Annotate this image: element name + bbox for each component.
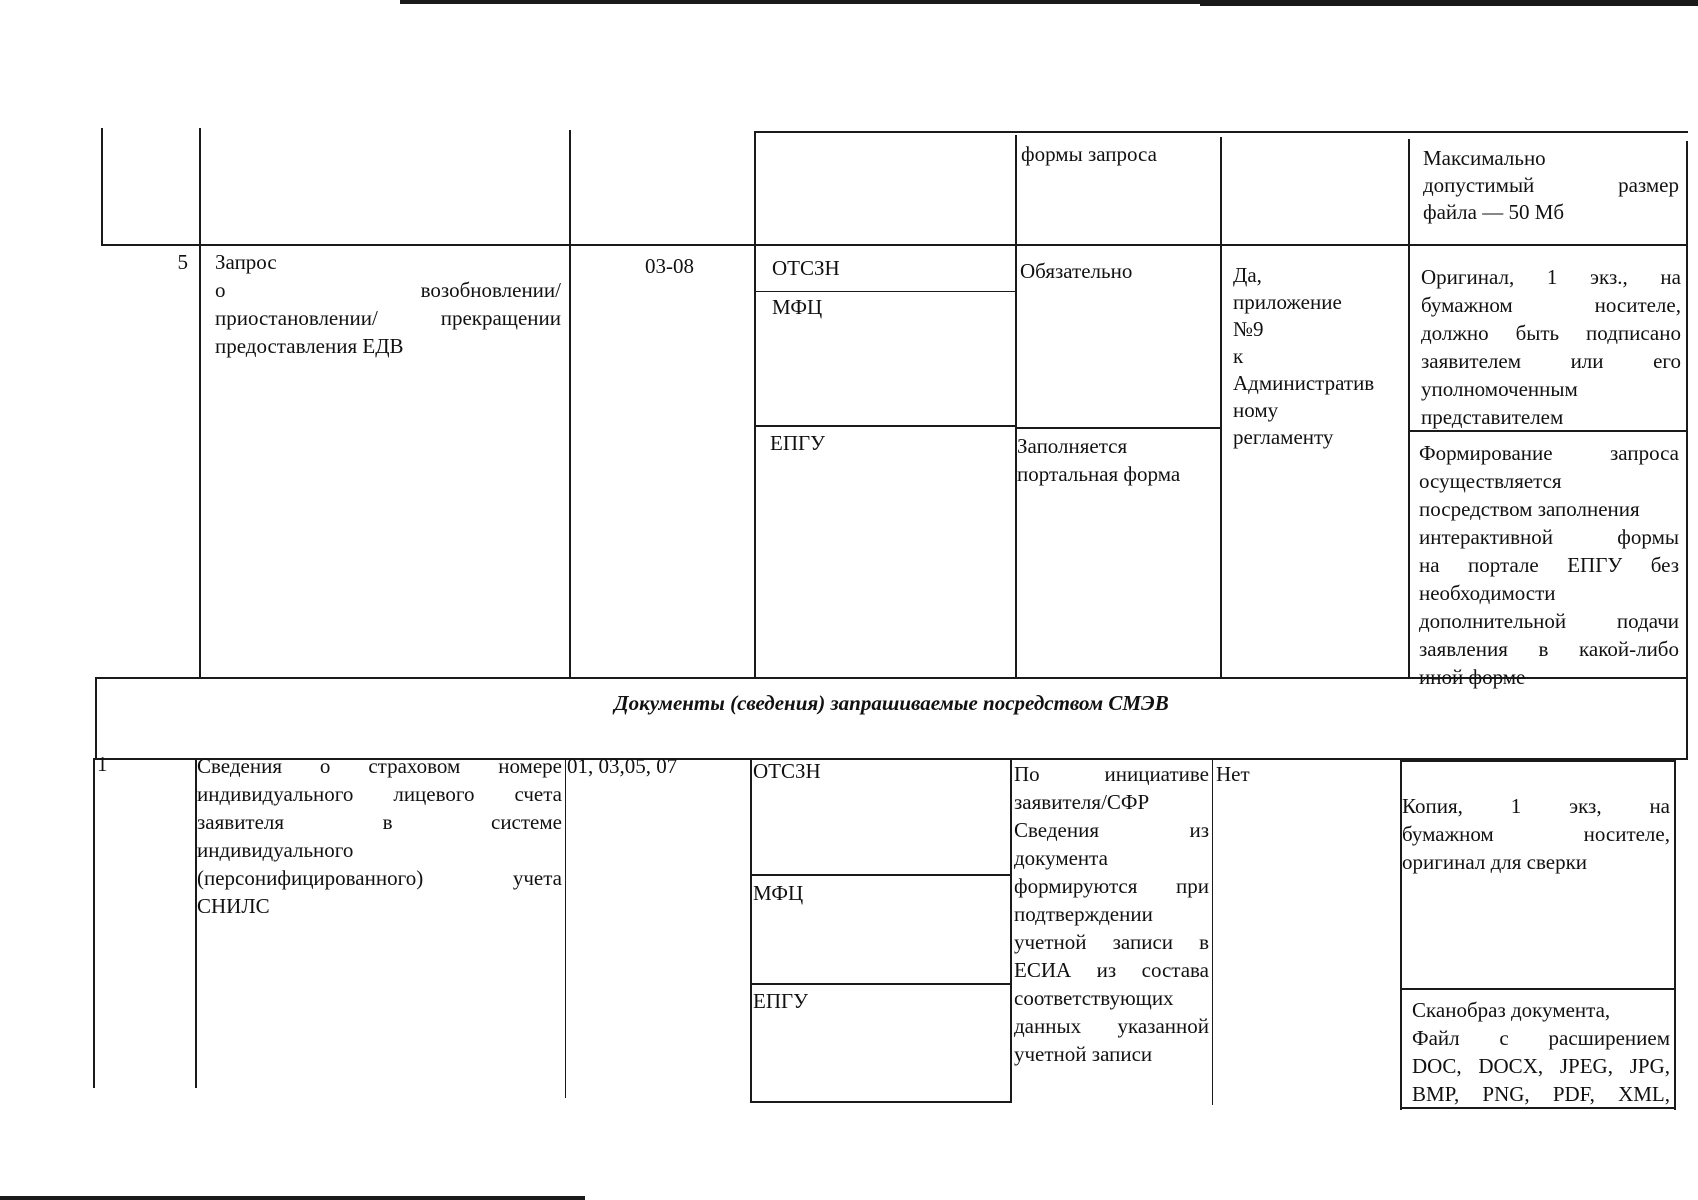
row5-formation-line2: осуществляется <box>1419 469 1562 493</box>
row5-form-line2: приложение <box>1233 290 1342 314</box>
row1-col-line-3 <box>565 758 566 1098</box>
row5-form-line4: к <box>1233 344 1244 368</box>
max-size-word-allowed: допустимый <box>1423 173 1535 197</box>
row5-portal-line2: портальная форма <box>1017 462 1181 486</box>
row1-scan-line4: BMP, PNG, PDF, XML, <box>1412 1082 1670 1106</box>
row5-formation-line1: Формирование запроса <box>1419 441 1679 465</box>
row1-initiative-line10: данных указанной <box>1014 1014 1209 1038</box>
row5-name-line4: предоставления ЕДВ <box>215 334 404 358</box>
row5-formation-line8: заявления в какой-либо <box>1419 637 1679 661</box>
row1-initiative-line6: подтверждении <box>1014 902 1153 926</box>
row5-formation-line9: иной форме <box>1419 665 1526 689</box>
section-header: Документы (сведения) запрашиваемые посредством СМЭВ <box>614 691 1169 715</box>
row1-initiative-line8: ЕСИА из состава <box>1014 958 1209 982</box>
row1-initiative-line1: По инициативе <box>1014 762 1209 786</box>
row1-name-line2: индивидуального лицевого счета <box>197 782 562 806</box>
row5-formation-line3: посредством заполнения <box>1419 497 1640 521</box>
row1-initiative-line9: соответствующих <box>1014 986 1174 1010</box>
row1-mfc-epgu-divider <box>750 983 1012 985</box>
row5-original-line3: должно быть подписано <box>1421 321 1681 345</box>
row1-copy-line3: оригинал для сверки <box>1402 850 1588 874</box>
col-line-3 <box>569 130 571 678</box>
col-line-6 <box>1220 137 1222 678</box>
row5-original-line4: заявителем или его <box>1421 349 1681 373</box>
max-size-line1: Максимально <box>1423 146 1546 170</box>
row1-number: 1 <box>97 752 108 776</box>
col-line-7 <box>1408 139 1410 678</box>
row1-copy-scan-divider <box>1400 988 1676 990</box>
row5-codes: 03-08 <box>645 254 694 278</box>
max-size-line2 <box>1423 172 1679 200</box>
row5-channel-epgu: ЕПГУ <box>770 431 826 455</box>
otszn-mfc-divider <box>754 291 1016 292</box>
col-line-8 <box>1686 141 1688 678</box>
row1-scan-line2: Файл с расширением <box>1412 1026 1670 1050</box>
continuation-required-cell: формы запроса <box>1021 142 1157 166</box>
row1-scan-line1: Сканобраз документа, <box>1412 998 1611 1022</box>
bottom-scan-border <box>0 1196 585 1200</box>
row5-name-line3: приостановлении/ прекращении <box>215 306 561 330</box>
row1-channel-mfc: МФЦ <box>753 881 804 905</box>
row5-form-line7: регламенту <box>1233 425 1334 449</box>
max-size-line3: файла — 50 Мб <box>1423 200 1565 224</box>
row5-form-line1: Да, <box>1233 263 1262 287</box>
row5-form-line5: Административ <box>1233 371 1375 395</box>
row1-copy-top <box>1400 760 1676 762</box>
row-top-line <box>754 131 1688 133</box>
row1-name-line6: СНИЛС <box>197 894 270 918</box>
row1-col-line-1 <box>93 758 95 1088</box>
row5-formation-line4: интерактивной формы <box>1419 525 1679 549</box>
row5-form-line6: ному <box>1233 398 1279 422</box>
col-line-1 <box>101 128 103 245</box>
row1-initiative-line5: формируются при <box>1014 874 1209 898</box>
row1-col-line-6 <box>1212 760 1213 1105</box>
row1-name-line3: заявителя в системе <box>197 810 562 834</box>
row1-copy-line1: Копия, 1 экз, на <box>1402 794 1670 818</box>
row5-original-line6: представителем <box>1421 405 1564 429</box>
mfc-epgu-divider <box>754 425 1016 427</box>
row5-portal-line1: Заполняется <box>1017 434 1128 458</box>
row5-top-line <box>101 244 1688 246</box>
required-portal-divider <box>1015 427 1221 429</box>
row1-scan-line3: DOC, DOCX, JPEG, JPG, <box>1412 1054 1670 1078</box>
row1-initiative-line4: документа <box>1014 846 1108 870</box>
row5-original-line5: уполномоченным <box>1421 377 1578 401</box>
row1-initiative-line7: учетной записи в <box>1014 930 1209 954</box>
row1-name-line5: (персонифицированного) учета <box>197 866 562 890</box>
row1-initiative-line3: Сведения из <box>1014 818 1209 842</box>
row5-name-line1: Запрос <box>215 250 277 274</box>
col-line-5 <box>1015 135 1017 678</box>
row1-epgu-bottom <box>750 1101 1012 1103</box>
row5-formation-line5: на портале ЕПГУ без <box>1419 553 1679 577</box>
row5-original-line1: Оригинал, 1 экз., на <box>1421 265 1681 289</box>
row1-otszn-mfc-divider <box>750 874 1012 876</box>
col-line-2 <box>199 128 201 678</box>
row1-name-line1: Сведения о страховом номере <box>197 754 562 778</box>
row1-col-line-4 <box>750 758 752 1103</box>
top-scan-border-tail <box>1200 4 1698 6</box>
row5-formation-line7: дополнительной подачи <box>1419 609 1679 633</box>
row1-copy-line2: бумажном носителе, <box>1402 822 1670 846</box>
row1-codes: 01, 03,05, 07 <box>567 754 678 778</box>
col-line-4 <box>754 133 756 678</box>
row1-channel-otszn: ОТСЗН <box>753 759 821 783</box>
row5-formation-line6: необходимости <box>1419 581 1556 605</box>
row5-required: Обязательно <box>1020 259 1133 283</box>
row1-col-line-5 <box>1010 758 1012 1103</box>
row5-channel-otszn: ОТСЗН <box>772 256 840 280</box>
row1-initiative-line11: учетной записи <box>1014 1042 1153 1066</box>
row1-name-line4: индивидуального <box>197 838 354 862</box>
row5-original-line2: бумажном носителе, <box>1421 293 1681 317</box>
row1-initiative-line2: заявителя/СФР <box>1014 790 1150 814</box>
row1-form: Нет <box>1216 762 1250 786</box>
row5-form-line3: №9 <box>1233 317 1264 341</box>
row5-name-line2: о возобновлении/ <box>215 278 561 302</box>
max-size-word-size: размер <box>1618 173 1679 197</box>
row1-channel-epgu: ЕПГУ <box>753 989 809 1013</box>
row1-col-line-8 <box>1674 760 1676 1110</box>
row5-channel-mfc: МФЦ <box>772 295 823 319</box>
row5-number: 5 <box>177 250 188 274</box>
